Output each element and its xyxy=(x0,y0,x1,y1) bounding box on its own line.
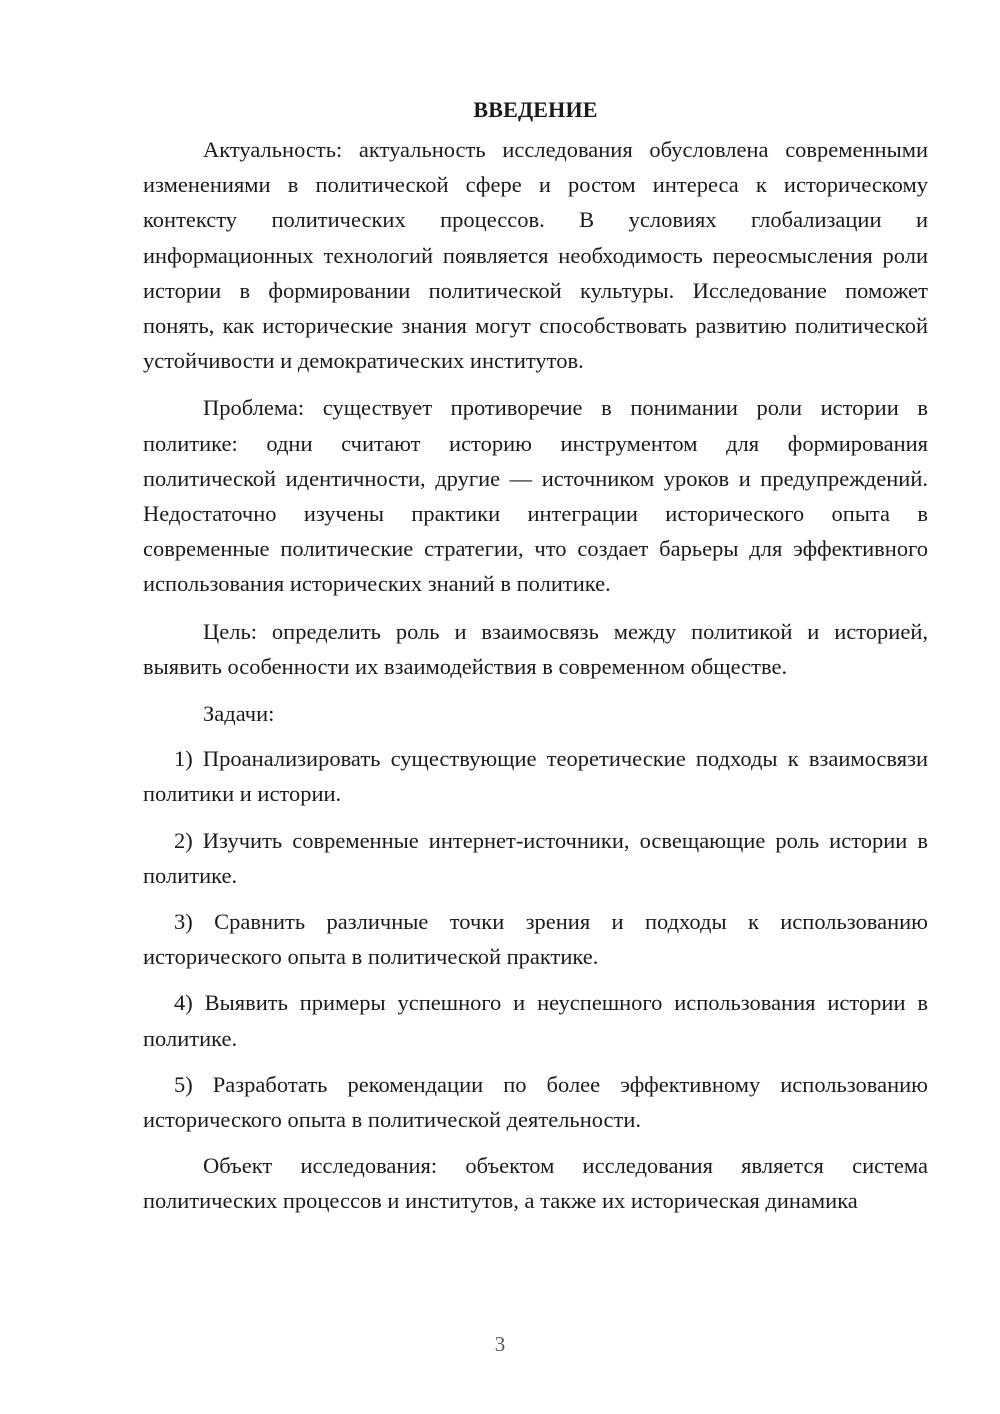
problem-paragraph: Проблема: существует противоречие в понимании роли истории в политике: одни считают историю инструментом для формирования политической идентичности, другие — источником уроков и предупреждений. Недостаточно изучены практики интеграции исторического опыта в современные политические стратегии, что создает барьеры для эффективного использования исторических знаний в политике. xyxy=(143,395,928,597)
relevance-paragraph: Актуальность: актуальность исследования обусловлена современными изменениями в политической сфере и ростом интереса к историческому контексту политических процессов. В условиях глобализации и информационных технологий появляется необходимость переосмысления роли истории в формировании политической культуры. Исследование поможет понять, как исторические знания могут способствовать развитию политической устойчивости и демократических институтов. xyxy=(143,137,928,374)
tasks-heading: Задачи: xyxy=(203,701,275,727)
task-item-1: 1) Проанализировать существующие теоретические подходы к взаимосвязи политики и истории. xyxy=(143,746,928,807)
task-item-2: 2) Изучить современные интернет-источники, освещающие роль истории в политике. xyxy=(143,827,928,888)
page-number: 3 xyxy=(494,1332,506,1356)
task-item-4: 4) Выявить примеры успешного и неуспешного использования истории в политике. xyxy=(143,990,928,1051)
task-item-3: 3) Сравнить различные точки зрения и подходы к использованию исторического опыта в политической практике. xyxy=(143,909,928,970)
task-item-5: 5) Разработать рекомендации по более эффективному использованию исторического опыта в политической деятельности. xyxy=(143,1071,928,1133)
object-paragraph: Объект исследования: объектом исследования является система политических процессов и институтов, а также их историческая динамика xyxy=(143,1153,928,1214)
document-page xyxy=(143,88,928,1231)
goal-paragraph: Цель: определить роль и взаимосвязь между политикой и историей, выявить особенности их взаимодействия в современном обществе. xyxy=(143,618,928,679)
section-title: ВВЕДЕНИЕ xyxy=(473,97,598,122)
